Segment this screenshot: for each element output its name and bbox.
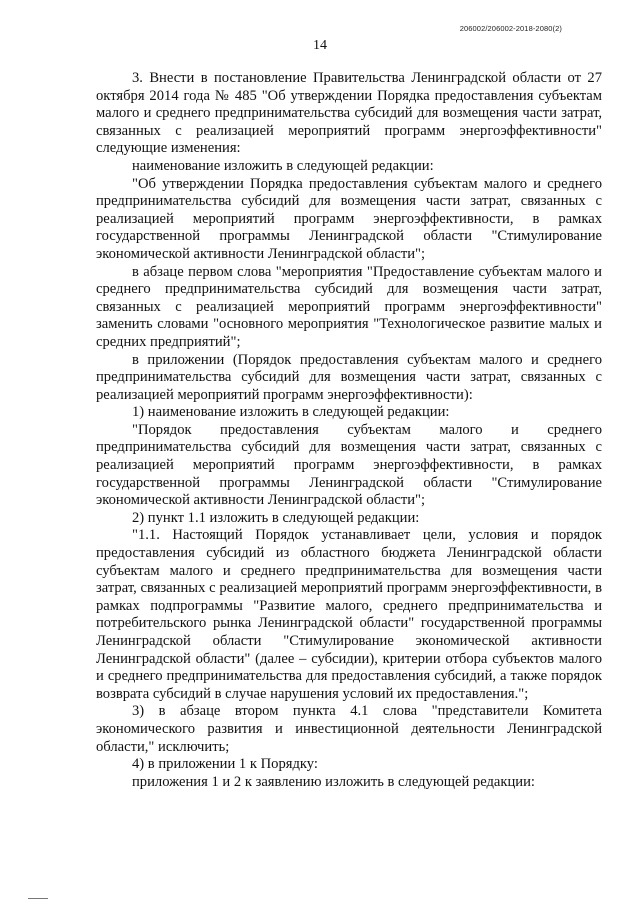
paragraph: приложения 1 и 2 к заявлению изложить в следующей редакции: [132,773,535,790]
paragraph: "1.1. Настоящий Порядок устанавливает цели, условия и порядок предоставления субсидий из областного бюджета Ленинградской области субъектам малого и среднего предпринимательства для возмещения части затрат, связанных с реализацией мероприятий программ энергоэффективности, в рамках подпрограммы "Развитие малого, среднего предпринимательства и потребительского рынка Ленинградской области" государственной программы Ленинградской области "Стимулирование экономической активности Ленинградской области" (далее – субсидии), критерии отбора субъектов малого и среднего предпринимательства для предоставления субсидий, а также порядок возврата субсидий в случае нарушения условий их предоставления."; [96,527,602,702]
paragraph: 2) пункт 1.1 изложить в следующей редакции: [132,509,420,526]
paragraph: 3) в абзаце втором пункта 4.1 слова "представители Комитета экономического развития и инвестиционной деятельности Ленинградской области," исключить; [96,703,602,755]
document-code: 206002/206002-2018-2080(2) [459,24,562,33]
paragraph: наименование изложить в следующей редакции: [132,157,434,174]
document-body [96,70,602,791]
paragraph: "Об утверждении Порядка предоставления субъектам малого и среднего предпринимательства субсидий для возмещения части затрат, связанных с реализацией мероприятий программ энергоэффективности, в рамках государственной программы Ленинградской области "Стимулирование экономической активности Ленинградской области"; [96,175,602,262]
page-edge-mark [28,898,48,899]
paragraph: в абзаце первом слова "мероприятия "Предоставление субъектам малого и среднего предпринимательства субсидий для возмещения части затрат, связанных с реализацией мероприятий программ энергоэффективности" заменить словами "основного мероприятия "Технологическое развитие малых и средних предприятий"; [96,263,602,350]
page-number: 14 [313,38,327,53]
paragraph: 3. Внести в постановление Правительства Ленинградской области от 27 октября 2014 года № 485 "Об утверждении Порядка предоставления субъектам малого и среднего предпринимательства субсидий для возмещения части затрат, связанных с реализацией мероприятий программ энергоэффективности" следующие изменения: [96,70,602,157]
paragraph: 1) наименование изложить в следующей редакции: [132,404,450,421]
paragraph: в приложении (Порядок предоставления субъектам малого и среднего предпринимательства субсидий для возмещения части затрат, связанных с реализацией мероприятий программ энергоэффективности): [96,351,602,403]
paragraph: "Порядок предоставления субъектам малого и среднего предпринимательства субсидий для возмещения части затрат, связанных с реализацией мероприятий программ энергоэффективности, в рамках государственной программы Ленинградской области "Стимулирование экономической активности Ленинградской области"; [96,421,602,509]
paragraph: 4) в приложении 1 к Порядку: [132,756,318,773]
